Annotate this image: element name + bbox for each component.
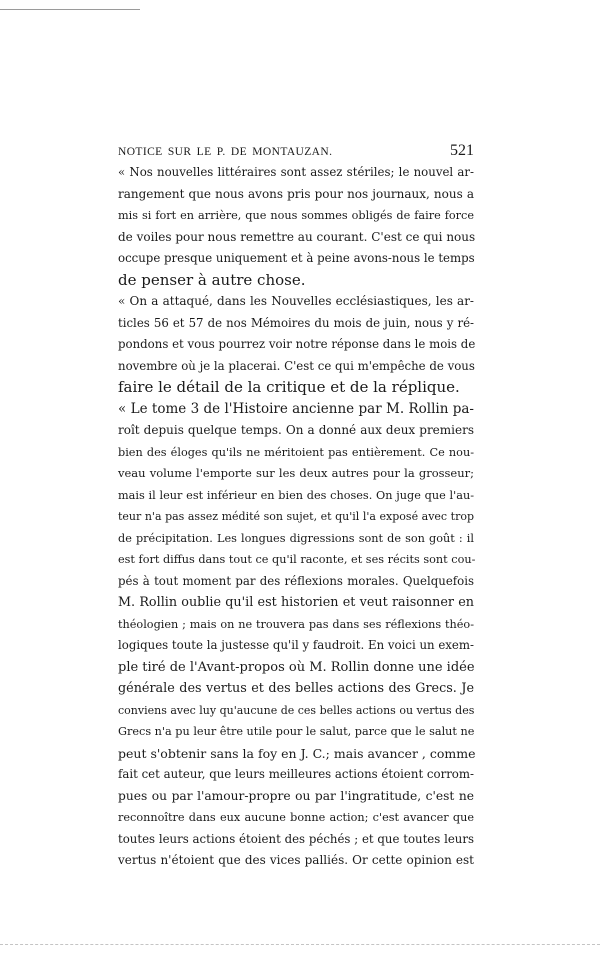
text-line: ticles 56 et 57 de nos Mémoires du mois de juin, nous y ré-: [118, 315, 474, 330]
text-line: de voiles pour nous remettre au courant. C'est ce qui nous: [118, 229, 476, 244]
text-line: peut s'obtenir sans la foy en J. C.; mais avancer , comme: [118, 745, 476, 761]
text-line: pondons et vous pourrez voir notre réponse dans le mois de: [118, 337, 476, 351]
page-header: [118, 142, 474, 162]
text-line: novembre où je la placerai. C'est ce qui m'empêche de vous: [118, 358, 475, 373]
bottom-scan-rule: [0, 944, 600, 945]
top-scan-rule: [0, 9, 140, 10]
text-line: toutes leurs actions étoient des péchés ; et que toutes leurs: [118, 831, 474, 846]
text-line: reconnoître dans eux aucune bonne action; c'est avancer que: [118, 811, 474, 824]
text-line: veau volume l'emporte sur les deux autres pour la grosseur;: [118, 466, 474, 480]
page-number: 521: [450, 142, 474, 159]
text-line: conviens avec luy qu'aucune de ces belles actions ou vertus des: [118, 703, 475, 717]
text-line: vertus n'étoient que des vices palliés. Or cette opinion est: [118, 853, 474, 867]
body-text: [118, 162, 474, 872]
text-line: mais il leur est inférieur en bien des choses. On juge que l'au-: [118, 488, 474, 502]
text-line: bien des éloges qu'ils ne méritoient pas entièrement. Ce nou-: [118, 445, 474, 459]
running-head: NOTICE SUR LE P. DE MONTAUZAN.: [118, 146, 333, 158]
text-line: roît depuis quelque temps. On a donné aux deux premiers: [118, 423, 474, 437]
text-line: M. Rollin oublie qu'il est historien et veut raisonner en: [118, 595, 474, 610]
text-line: mis si fort en arrière, que nous sommes obligés de faire force: [118, 209, 474, 222]
text-line: logiques toute la justesse qu'il y faudroit. En voici un exem-: [118, 638, 474, 652]
text-line: Grecs n'a pu leur être utile pour le salut, parce que le salut ne: [118, 725, 475, 738]
text-line: « On a attaqué, dans les Nouvelles ecclésiastiques, les ar-: [118, 294, 474, 308]
text-line: « Nos nouvelles littéraires sont assez stériles; le nouvel ar-: [118, 165, 474, 179]
text-line: théologien ; mais on ne trouvera pas dans ses réflexions théo-: [118, 617, 474, 631]
text-line: de précipitation. Les longues digressions sont de son goût : il: [118, 531, 474, 545]
text-line: ple tiré de l'Avant-propos où M. Rollin donne une idée: [118, 659, 475, 675]
text-line: rangement que nous avons pris pour nos journaux, nous a: [118, 186, 474, 201]
text-line: de penser à autre chose.: [118, 270, 306, 289]
text-line: teur n'a pas assez médité son sujet, et qu'il l'a exposé avec trop: [118, 510, 474, 523]
text-line: fait cet auteur, que leurs meilleures actions étoient corrom-: [118, 767, 474, 781]
text-line: générale des vertus et des belles actions des Grecs. Je: [118, 681, 474, 696]
text-line: pues ou par l'amour-propre ou par l'ingratitude, c'est ne: [118, 788, 474, 803]
text-line: pés à tout moment par des réflexions morales. Quelquefois: [118, 573, 474, 588]
text-line: « Le tome 3 de l'Histoire ancienne par M. Rollin pa-: [118, 400, 474, 417]
text-line: est fort diffus dans tout ce qu'il raconte, et ses récits sont cou-: [118, 553, 476, 566]
text-line: faire le détail de la critique et de la réplique.: [118, 378, 460, 396]
text-line: occupe presque uniquement et à peine avons-nous le temps: [118, 251, 475, 265]
